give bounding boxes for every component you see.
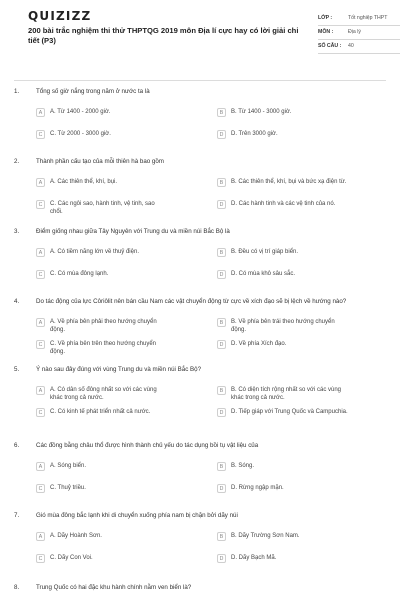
question-header bbox=[14, 228, 386, 236]
meta-value: Địa lý bbox=[348, 29, 361, 35]
question-text: Ý nào sau đây đúng với vùng Trung du và miền núi Bắc Bộ? bbox=[36, 366, 202, 373]
answer-option[interactable] bbox=[217, 130, 349, 139]
answer-option[interactable] bbox=[36, 386, 168, 402]
answer-option[interactable] bbox=[217, 554, 349, 563]
answer-option[interactable] bbox=[217, 178, 349, 187]
question-number: 1. bbox=[14, 88, 20, 95]
question-number: 8. bbox=[14, 584, 20, 591]
answer-option[interactable] bbox=[217, 408, 349, 417]
question-item bbox=[14, 584, 386, 592]
meta-label: MÔN : bbox=[318, 29, 334, 35]
answer-option[interactable] bbox=[217, 108, 349, 117]
answer-option[interactable] bbox=[217, 532, 349, 541]
option-letter-box: A bbox=[36, 462, 45, 471]
question-number: 3. bbox=[14, 228, 20, 235]
question-number: 6. bbox=[14, 442, 20, 449]
question-header bbox=[14, 298, 386, 306]
answer-option[interactable] bbox=[36, 554, 168, 563]
option-text: B. Các thiên thể, khí, bụi và bức xạ điện từ. bbox=[231, 179, 347, 185]
option-letter-box: A bbox=[36, 318, 45, 327]
question-item bbox=[14, 298, 386, 355]
question-header bbox=[14, 88, 386, 96]
option-text: B. Từ 1400 - 3000 giờ. bbox=[231, 109, 292, 115]
meta-label: SỐ CÂU : bbox=[318, 43, 342, 49]
question-text: Gió mùa đông bắc lạnh khi di chuyển xuống phía nam bị chặn bởi dãy núi bbox=[36, 512, 238, 519]
question-header bbox=[14, 512, 386, 520]
option-letter-box: C bbox=[36, 340, 45, 349]
option-text: A. Về phía bên phải theo hướng chuyển động. bbox=[50, 319, 157, 333]
answer-option[interactable] bbox=[217, 386, 349, 402]
question-number: 5. bbox=[14, 366, 20, 373]
quizizz-logo: QUIZIZZ bbox=[28, 9, 92, 23]
option-text: A. Dãy Hoành Sơn. bbox=[50, 533, 102, 539]
question-item bbox=[14, 228, 386, 278]
question-text: Các đồng bằng châu thổ được hình thành chủ yếu do tác dụng bồi tụ vật liệu của bbox=[36, 442, 259, 449]
answer-option[interactable] bbox=[36, 130, 168, 139]
answer-option[interactable] bbox=[36, 462, 168, 471]
question-header bbox=[14, 366, 386, 374]
option-text: D. Các hành tinh và các vệ tinh của nó. bbox=[231, 201, 336, 207]
meta-row-subject bbox=[318, 26, 400, 40]
answer-option[interactable] bbox=[36, 178, 168, 187]
answer-option[interactable] bbox=[217, 248, 349, 257]
option-text: C. Về phía bên trên theo hướng chuyển động. bbox=[50, 341, 157, 355]
option-letter-box: D bbox=[217, 340, 226, 349]
option-text: A. Từ 1400 - 2000 giờ. bbox=[50, 109, 111, 115]
answer-option[interactable] bbox=[217, 340, 349, 349]
option-letter-box: D bbox=[217, 484, 226, 493]
option-text: A. Các thiên thể, khí, bụi. bbox=[50, 179, 118, 185]
option-letter-box: A bbox=[36, 178, 45, 187]
answer-option[interactable] bbox=[36, 248, 168, 257]
option-letter-box: B bbox=[217, 532, 226, 541]
question-header bbox=[14, 442, 386, 450]
worksheet-meta bbox=[318, 12, 400, 54]
option-text: A. Có dân số đông nhất so với các vùng khác trong cả nước. bbox=[50, 387, 157, 401]
option-letter-box: B bbox=[217, 248, 226, 257]
option-letter-box: B bbox=[217, 318, 226, 327]
option-text: B. Về phía bên trái theo hướng chuyển động. bbox=[231, 319, 335, 333]
option-letter-box: A bbox=[36, 108, 45, 117]
option-letter-box: B bbox=[217, 462, 226, 471]
question-item bbox=[14, 158, 386, 215]
option-letter-box: C bbox=[36, 270, 45, 279]
header-divider bbox=[14, 80, 386, 81]
answer-option[interactable] bbox=[217, 270, 349, 279]
option-text: B. Có diện tích rộng nhất so với các vùng khác trong cả nước. bbox=[231, 387, 341, 401]
answer-option[interactable] bbox=[217, 318, 349, 334]
option-letter-box: D bbox=[217, 130, 226, 139]
answer-option[interactable] bbox=[217, 462, 349, 471]
question-item bbox=[14, 88, 386, 138]
option-letter-box: B bbox=[217, 178, 226, 187]
option-text: D. Trên 3000 giờ. bbox=[231, 131, 278, 137]
option-text: C. Các ngôi sao, hành tinh, vệ tinh, sao chổi. bbox=[50, 201, 155, 215]
answer-option[interactable] bbox=[36, 408, 168, 417]
question-item bbox=[14, 366, 386, 416]
meta-value: Tốt nghiệp THPT bbox=[348, 15, 388, 21]
question-header bbox=[14, 584, 386, 592]
option-text: C. Thuỷ triều. bbox=[50, 485, 86, 491]
option-letter-box: C bbox=[36, 554, 45, 563]
question-text: Tổng số giờ nắng trong năm ở nước ta là bbox=[36, 88, 150, 95]
option-text: C. Từ 2000 - 3000 giờ. bbox=[50, 131, 111, 137]
option-text: B. Đều có vị trí giáp biển. bbox=[231, 249, 299, 255]
option-letter-box: B bbox=[217, 108, 226, 117]
question-text: Thành phần cấu tạo của mỗi thiên hà bao gồm bbox=[36, 158, 164, 165]
question-number: 4. bbox=[14, 298, 20, 305]
meta-label: LỚP : bbox=[318, 15, 333, 21]
option-text: D. Về phía Xích đạo. bbox=[231, 341, 287, 347]
question-number: 7. bbox=[14, 512, 20, 519]
option-text: B. Sóng. bbox=[231, 463, 255, 469]
option-text: D. Dãy Bạch Mã. bbox=[231, 555, 277, 561]
answer-option[interactable] bbox=[36, 200, 168, 216]
option-text: A. Có tiềm năng lớn về thuỷ điện. bbox=[50, 249, 139, 255]
answer-option[interactable] bbox=[36, 108, 168, 117]
option-letter-box: A bbox=[36, 532, 45, 541]
answer-option[interactable] bbox=[36, 318, 168, 334]
option-letter-box: C bbox=[36, 130, 45, 139]
question-header bbox=[14, 158, 386, 166]
question-number: 2. bbox=[14, 158, 20, 165]
option-text: C. Dãy Con Voi. bbox=[50, 555, 93, 561]
answer-option[interactable] bbox=[36, 270, 168, 279]
option-text: D. Rừng ngập mặn. bbox=[231, 485, 284, 491]
meta-row-count bbox=[318, 40, 400, 54]
option-letter-box: B bbox=[217, 386, 226, 395]
answer-option[interactable] bbox=[36, 484, 168, 493]
question-text: Điểm giống nhau giữa Tây Nguyên với Trung du và miền núi Bắc Bộ là bbox=[36, 228, 230, 235]
question-text: Do tác động của lực Côriôlit nên bán cầu Nam các vật chuyển động từ cực về xích đạo sẽ bị lệch về hướng nào? bbox=[36, 298, 347, 305]
option-text: C. Có kinh tế phát triển nhất cả nước. bbox=[50, 409, 151, 415]
answer-option[interactable] bbox=[217, 484, 349, 493]
answer-option[interactable] bbox=[36, 340, 168, 356]
option-letter-box: D bbox=[217, 408, 226, 417]
answer-option[interactable] bbox=[217, 200, 349, 209]
option-letter-box: A bbox=[36, 248, 45, 257]
question-item bbox=[14, 442, 386, 492]
option-text: C. Có mùa đông lạnh. bbox=[50, 271, 109, 277]
option-letter-box: D bbox=[217, 200, 226, 209]
option-text: A. Sóng biển. bbox=[50, 463, 87, 469]
option-letter-box: C bbox=[36, 408, 45, 417]
answer-option[interactable] bbox=[36, 532, 168, 541]
meta-value: 40 bbox=[348, 43, 354, 49]
meta-row-class bbox=[318, 12, 400, 26]
question-text: Trung Quốc có hai đặc khu hành chính nằm ven biển là? bbox=[36, 584, 192, 591]
option-text: D. Có mùa khô sâu sắc. bbox=[231, 271, 296, 277]
option-letter-box: A bbox=[36, 386, 45, 395]
option-letter-box: C bbox=[36, 200, 45, 209]
worksheet-header bbox=[14, 0, 386, 72]
option-letter-box: C bbox=[36, 484, 45, 493]
worksheet-title: 200 bài trắc nghiệm thi thử THPTQG 2019 môn Địa lí cực hay có lời giải chi tiết (P3) bbox=[28, 26, 299, 45]
question-item bbox=[14, 512, 386, 562]
option-text: B. Dãy Trường Sơn Nam. bbox=[231, 533, 300, 539]
option-letter-box: D bbox=[217, 270, 226, 279]
option-letter-box: D bbox=[217, 554, 226, 563]
option-text: D. Tiếp giáp với Trung Quốc và Campuchia. bbox=[231, 409, 348, 415]
